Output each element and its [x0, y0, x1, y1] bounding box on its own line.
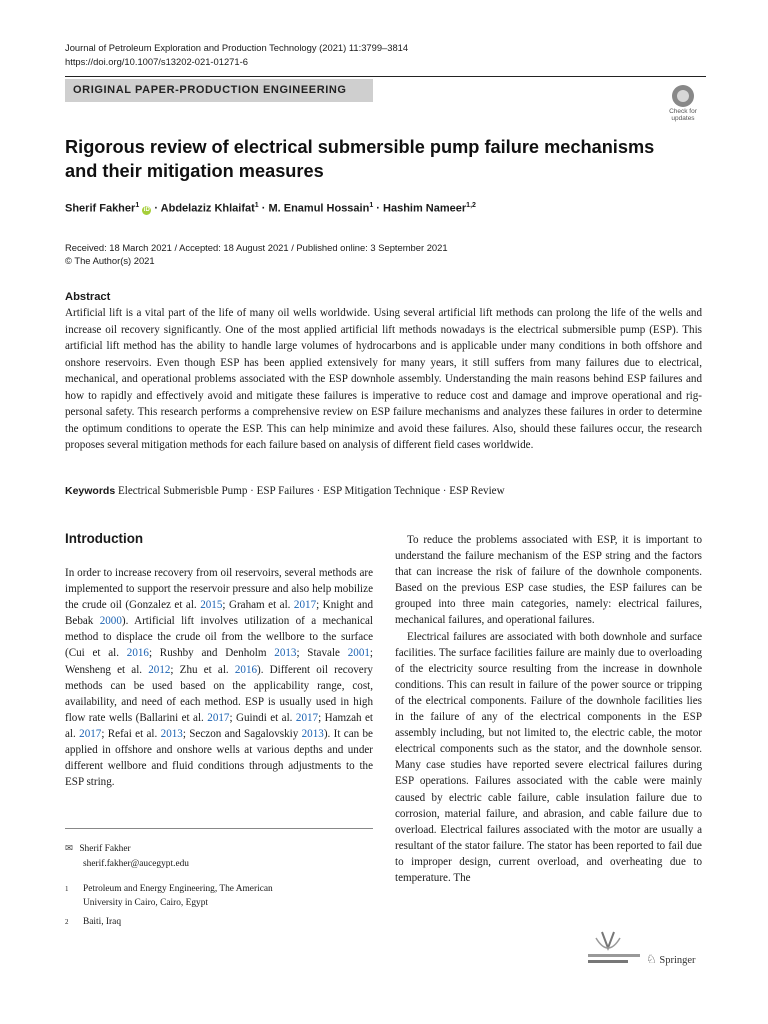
- correspondence-email[interactable]: sherif.fakher@aucegypt.edu: [83, 859, 189, 869]
- affiliation-line: University in Cairo, Cairo, Egypt: [83, 898, 208, 908]
- springer-horse-icon: ♘: [646, 952, 657, 966]
- check-for-updates-badge[interactable]: [664, 85, 702, 125]
- citation-link[interactable]: 2017: [293, 599, 317, 612]
- doi-link[interactable]: https://doi.org/10.1007/s13202-021-01271-6: [65, 56, 248, 67]
- intro-right-paragraph: To reduce the problems associated with ESP, it is important to understand the failure mechanism of the ESP string and the factors that can increase the risk of failure of the downhole components. Based on the previous ESP case studies, the ESP failures can be grouped into three main categories, namely: electrical failures, mechanical failures, and operational failures.: [395, 534, 702, 627]
- citation-link[interactable]: 2013: [301, 727, 324, 740]
- author-name[interactable]: Abdelaziz Khlaifat: [160, 202, 255, 215]
- keywords: [65, 485, 505, 497]
- check-updates-label: Check for updates: [669, 108, 697, 122]
- citation-link[interactable]: 2013: [274, 647, 297, 660]
- citation-link[interactable]: 2013: [160, 727, 183, 740]
- author-name[interactable]: Hashim Nameer: [383, 202, 467, 215]
- journal-header: [65, 41, 408, 69]
- dates-line: Received: 18 March 2021 / Accepted: 18 August 2021 / Published online: 3 September 2021: [65, 242, 448, 253]
- author-affiliation: 1: [369, 202, 374, 209]
- intro-right-column: [395, 532, 702, 886]
- citation-link[interactable]: 2017: [295, 711, 319, 724]
- citation-link[interactable]: 2016: [126, 647, 149, 660]
- intro-left-paragraph: In order to increase recovery from oil reservoirs, several methods are implemented to support the reservoir pressure and also help mobilize the crude oil (Gonzalez et al. 2015; Graham et al. 2017; Knight and Bebak 2000). Artificial lift involves utilization of a mechanical method to displace the crude oil from the wellbore to the surface (Cui et al. 2016; Rushby and Denholm 2013; Stavale 2001; Wensheng et al. 2012; Zhu et al. 2016). Different oil recovery methods can be used based on the applicability range, cost, availability, and need of each method. ESP is usually used in high flow rate wells (Ballarini et al. 2017; Guindi et al. 2017; Hamzah et al. 2017; Refai et al. 2013; Seczon and Sagalovskiy 2013). It can be applied in offshore and onshore wells at various depths and under different wellbore and fluid conditions through adjustments to the ESP string.: [65, 567, 373, 789]
- abstract-text: Artificial lift is a vital part of the life of many oil wells worldwide. Using several artificial lift methods can prolong the life of the wells and increase oil recovery significantly. One of the most applied artificial lift methods nowadays is the electrical submersible pump (ESP). This artificial lift method has the ability to handle large volumes of hydrocarbons and is applicable under many conditions in both offshore and onshore reservoirs. Even though ESP has been applied extensively for many years, it still suffers from many failures due to electrical, mechanical, and operational problems associated with the ESP downhole assembly. Understanding the main reasons behind ESP failures and how to rapidly and effectively avoid and mitigate these failures is imperative to reduce cost and damage and improve operational and rig-personal safety. This research performs a comprehensive review on ESP failure mechanisms and analyzes these failures in order to determine the optimum conditions to operate the ESP. This can help minimize and avoid these failures. Also, should these failures occur, the research proposes several mitigation methods for each failure based on analysis of different field cases worldwide.: [65, 307, 702, 451]
- section-label: ORIGINAL PAPER-PRODUCTION ENGINEERING: [73, 84, 347, 96]
- springer-logo: [646, 952, 696, 967]
- author-affiliation: 1: [254, 202, 259, 209]
- affiliation: [65, 915, 121, 933]
- author-name[interactable]: M. Enamul Hossain: [268, 202, 370, 215]
- publication-dates: [65, 241, 448, 267]
- author-list: Sherif Fakher$^1$ iD · Abdelaziz Khlaifat$^1$ · M. Enamul Hossain$^1$ · Hashim Nameer$^{1,2}$: [65, 202, 476, 215]
- correspondence: [65, 842, 189, 872]
- affiliation: [65, 882, 273, 910]
- citation-link[interactable]: 2017: [207, 711, 230, 724]
- citation-link[interactable]: 2001: [347, 647, 370, 660]
- copyright-line: © The Author(s) 2021: [65, 255, 155, 266]
- keywords-label: Keywords: [65, 485, 116, 497]
- correspondence-name: Sherif Fakher: [79, 844, 131, 854]
- introduction-heading: Introduction: [65, 531, 144, 546]
- abstract-heading: Abstract: [65, 291, 111, 303]
- citation-link[interactable]: 2015: [200, 599, 223, 612]
- orcid-icon[interactable]: iD: [143, 206, 150, 213]
- kacst-logo: [584, 928, 644, 968]
- check-updates-icon: [672, 85, 694, 107]
- intro-right-paragraph: Electrical failures are associated with both downhole and surface facilities. The surface facilities failure are mainly due to overloading of the electricity source resulting from the increase in downhole conditions. This can result in failure of the power source or tripping of the electrical components. Failure of the downhole facilities lies in the failure of any of the electrical components in the ESP assembly including, but not limited to, the electric cable, the motor electrical components such as the stator, and the downhole sensor. Many case studies have reported severe electrical failures during ESP operations. Failures associated with the cable were mainly caused by electric cable failure, cable insulation failure due to corrosion, material failure, and abrasion, and cable failure due to overload. Electrical failures associated with the motor are usually a resultant of the stator failure. The stator has been reported to fail due to improper design, current overload, and overheating due to temperature. The: [395, 630, 702, 884]
- header-rule: [65, 76, 706, 77]
- affiliation-line: Petroleum and Energy Engineering, The American: [83, 884, 273, 894]
- citation-link[interactable]: 2012: [148, 663, 171, 676]
- publisher-name: Springer: [659, 955, 696, 966]
- affiliation-line: Baiti, Iraq: [83, 917, 122, 927]
- footnote-rule: [65, 828, 373, 829]
- journal-citation: Journal of Petroleum Exploration and Production Technology (2021) 11:3799–3814: [65, 42, 409, 53]
- citation-link[interactable]: 2016: [234, 663, 258, 676]
- section-label-bar: [65, 79, 373, 102]
- author-affiliation: 1: [135, 202, 140, 209]
- publisher-logos: [584, 928, 704, 968]
- keywords-text: Electrical Submerisble Pump · ESP Failures · ESP Mitigation Technique · ESP Review: [117, 485, 505, 497]
- envelope-icon: ✉: [65, 844, 73, 854]
- author-name[interactable]: Sherif Fakher: [65, 202, 136, 215]
- affiliation-number: 2: [65, 918, 69, 926]
- affiliation-number: 1: [65, 885, 69, 893]
- citation-link[interactable]: 2000: [99, 615, 122, 628]
- citation-link[interactable]: 2017: [79, 727, 102, 740]
- author-affiliation: 1,2: [466, 202, 476, 209]
- paper-title: Rigorous review of electrical submersible pump failure mechanisms and their mitigation measures: [65, 137, 655, 181]
